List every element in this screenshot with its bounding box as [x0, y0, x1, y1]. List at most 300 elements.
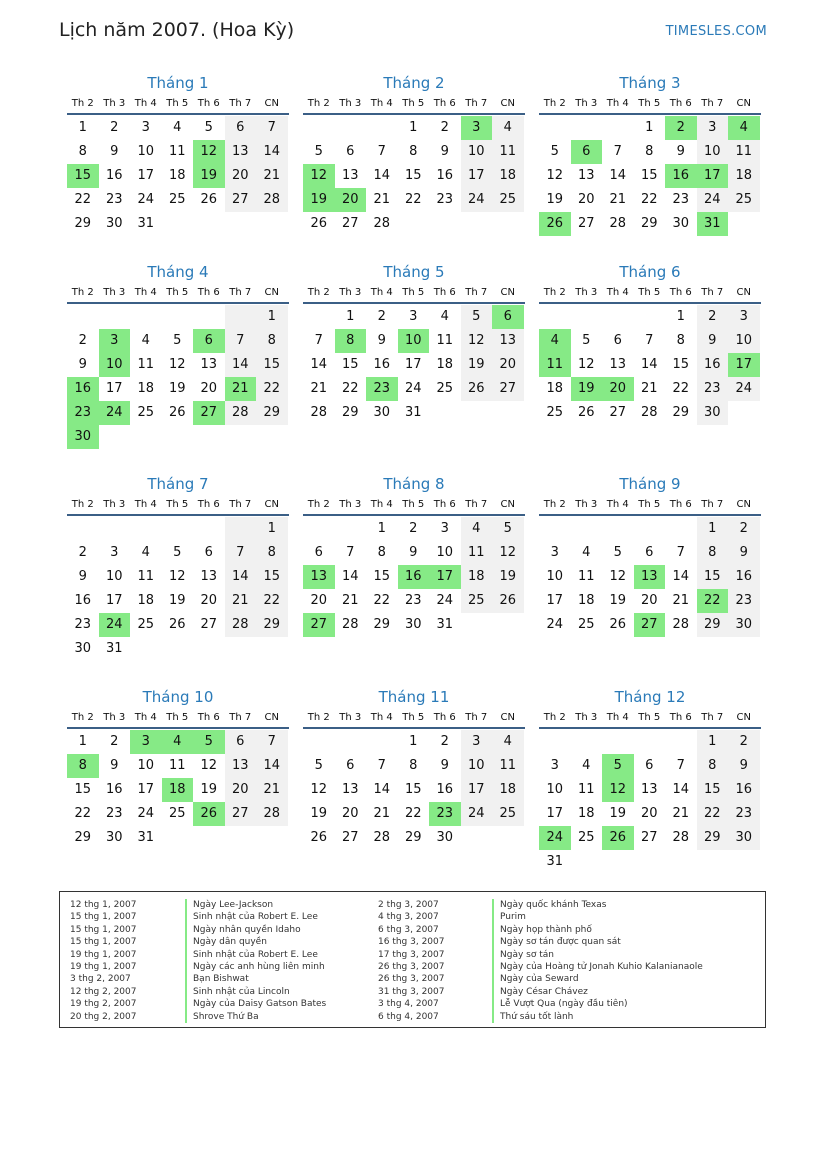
day-cell[interactable]: 11	[436, 333, 454, 348]
day-cell[interactable]: 18	[137, 381, 155, 396]
day-cell[interactable]: 29	[697, 613, 729, 637]
holiday-day-cell[interactable]: 21	[225, 377, 257, 401]
day-cell[interactable]: 1	[697, 730, 729, 754]
holiday-day-cell[interactable]: 12	[303, 164, 335, 188]
day-cell[interactable]: 14	[373, 168, 391, 183]
day-cell[interactable]: 31	[137, 830, 155, 845]
day-cell[interactable]: 26	[461, 377, 493, 401]
day-cell[interactable]: 28	[225, 401, 257, 425]
day-cell[interactable]: 22	[341, 381, 359, 396]
day-cell[interactable]: 1	[256, 517, 288, 541]
day-cell[interactable]: 6	[346, 144, 355, 159]
day-cell[interactable]: 7	[346, 545, 355, 560]
day-cell[interactable]: 22	[672, 381, 690, 396]
day-cell[interactable]: 7	[676, 545, 685, 560]
day-cell[interactable]: 22	[373, 593, 391, 608]
day-cell[interactable]: 17	[105, 381, 123, 396]
day-cell[interactable]: 21	[672, 806, 690, 821]
day-cell[interactable]: 11	[492, 140, 524, 164]
holiday-day-cell[interactable]: 11	[539, 353, 571, 377]
day-cell[interactable]: 10	[546, 782, 564, 797]
day-cell[interactable]: 16	[728, 565, 760, 589]
day-cell[interactable]: 13	[200, 357, 218, 372]
day-cell[interactable]: 20	[640, 593, 658, 608]
day-cell[interactable]: 31	[546, 854, 564, 869]
day-cell[interactable]: 5	[314, 758, 323, 773]
day-cell[interactable]: 3	[440, 521, 449, 536]
day-cell[interactable]: 21	[256, 778, 288, 802]
day-cell[interactable]: 26	[200, 192, 218, 207]
day-cell[interactable]: 24	[728, 377, 760, 401]
day-cell[interactable]: 28	[373, 216, 391, 231]
day-cell[interactable]: 6	[225, 730, 257, 754]
day-cell[interactable]: 26	[609, 617, 627, 632]
day-cell[interactable]: 11	[728, 140, 760, 164]
day-cell[interactable]: 25	[546, 405, 564, 420]
day-cell[interactable]: 21	[256, 164, 288, 188]
day-cell[interactable]: 14	[609, 168, 627, 183]
day-cell[interactable]: 9	[78, 357, 87, 372]
day-cell[interactable]: 27	[225, 188, 257, 212]
day-cell[interactable]: 27	[640, 830, 658, 845]
day-cell[interactable]: 8	[697, 754, 729, 778]
day-cell[interactable]: 18	[168, 168, 186, 183]
day-cell[interactable]: 21	[672, 593, 690, 608]
day-cell[interactable]: 29	[256, 401, 288, 425]
day-cell[interactable]: 16	[105, 782, 123, 797]
day-cell[interactable]: 14	[225, 353, 257, 377]
holiday-day-cell[interactable]: 17	[728, 353, 760, 377]
day-cell[interactable]: 7	[377, 144, 386, 159]
day-cell[interactable]: 12	[461, 329, 493, 353]
day-cell[interactable]: 23	[404, 593, 422, 608]
day-cell[interactable]: 9	[728, 754, 760, 778]
day-cell[interactable]: 13	[492, 329, 524, 353]
day-cell[interactable]: 2	[409, 521, 418, 536]
holiday-day-cell[interactable]: 6	[492, 305, 524, 329]
day-cell[interactable]: 29	[640, 216, 658, 231]
day-cell[interactable]: 4	[141, 545, 150, 560]
day-cell[interactable]: 3	[550, 545, 559, 560]
day-cell[interactable]: 5	[461, 305, 493, 329]
day-cell[interactable]: 26	[577, 405, 595, 420]
day-cell[interactable]: 31	[436, 617, 454, 632]
day-cell[interactable]: 30	[404, 617, 422, 632]
day-cell[interactable]: 14	[341, 569, 359, 584]
day-cell[interactable]: 6	[204, 545, 213, 560]
day-cell[interactable]: 18	[546, 381, 564, 396]
day-cell[interactable]: 29	[74, 830, 92, 845]
day-cell[interactable]: 14	[672, 782, 690, 797]
day-cell[interactable]: 26	[492, 589, 524, 613]
day-cell[interactable]: 20	[640, 806, 658, 821]
day-cell[interactable]: 21	[609, 192, 627, 207]
holiday-day-cell[interactable]: 6	[193, 329, 225, 353]
day-cell[interactable]: 12	[492, 541, 524, 565]
day-cell[interactable]: 1	[697, 517, 729, 541]
day-cell[interactable]: 8	[697, 541, 729, 565]
day-cell[interactable]: 9	[728, 541, 760, 565]
day-cell[interactable]: 20	[492, 353, 524, 377]
day-cell[interactable]: 23	[697, 377, 729, 401]
holiday-day-cell[interactable]: 31	[697, 212, 729, 236]
day-cell[interactable]: 14	[373, 782, 391, 797]
day-cell[interactable]: 20	[225, 164, 257, 188]
day-cell[interactable]: 9	[440, 144, 449, 159]
day-cell[interactable]: 4	[461, 517, 493, 541]
day-cell[interactable]: 17	[137, 782, 155, 797]
day-cell[interactable]: 28	[225, 613, 257, 637]
day-cell[interactable]: 24	[546, 617, 564, 632]
day-cell[interactable]: 11	[577, 782, 595, 797]
day-cell[interactable]: 15	[697, 778, 729, 802]
day-cell[interactable]: 3	[728, 305, 760, 329]
day-cell[interactable]: 11	[137, 357, 155, 372]
day-cell[interactable]: 25	[577, 617, 595, 632]
day-cell[interactable]: 24	[404, 381, 422, 396]
day-cell[interactable]: 27	[341, 216, 359, 231]
day-cell[interactable]: 21	[373, 192, 391, 207]
day-cell[interactable]: 17	[105, 593, 123, 608]
holiday-day-cell[interactable]: 19	[571, 377, 603, 401]
holiday-day-cell[interactable]: 24	[99, 401, 131, 425]
day-cell[interactable]: 12	[546, 168, 564, 183]
day-cell[interactable]: 17	[461, 164, 493, 188]
day-cell[interactable]: 15	[697, 565, 729, 589]
day-cell[interactable]: 25	[492, 802, 524, 826]
day-cell[interactable]: 4	[582, 545, 591, 560]
day-cell[interactable]: 23	[436, 192, 454, 207]
day-cell[interactable]: 23	[728, 589, 760, 613]
day-cell[interactable]: 18	[436, 357, 454, 372]
day-cell[interactable]: 2	[110, 120, 119, 135]
day-cell[interactable]: 30	[728, 826, 760, 850]
day-cell[interactable]: 28	[672, 617, 690, 632]
day-cell[interactable]: 14	[225, 565, 257, 589]
day-cell[interactable]: 15	[256, 565, 288, 589]
day-cell[interactable]: 25	[577, 830, 595, 845]
day-cell[interactable]: 16	[697, 353, 729, 377]
day-cell[interactable]: 5	[613, 545, 622, 560]
day-cell[interactable]: 25	[168, 806, 186, 821]
day-cell[interactable]: 17	[546, 593, 564, 608]
day-cell[interactable]: 15	[373, 569, 391, 584]
day-cell[interactable]: 28	[609, 216, 627, 231]
day-cell[interactable]: 27	[492, 377, 524, 401]
day-cell[interactable]: 9	[409, 545, 418, 560]
holiday-day-cell[interactable]: 3	[461, 116, 493, 140]
holiday-day-cell[interactable]: 20	[335, 188, 367, 212]
holiday-day-cell[interactable]: 20	[602, 377, 634, 401]
day-cell[interactable]: 14	[310, 357, 328, 372]
site-logo-text[interactable]: TIMESLES.COM	[665, 24, 767, 39]
day-cell[interactable]: 29	[373, 617, 391, 632]
day-cell[interactable]: 13	[225, 754, 257, 778]
day-cell[interactable]: 12	[168, 569, 186, 584]
day-cell[interactable]: 27	[225, 802, 257, 826]
day-cell[interactable]: 3	[550, 758, 559, 773]
holiday-day-cell[interactable]: 19	[193, 164, 225, 188]
holiday-day-cell[interactable]: 30	[67, 425, 99, 449]
day-cell[interactable]: 29	[697, 826, 729, 850]
day-cell[interactable]: 12	[577, 357, 595, 372]
day-cell[interactable]: 16	[728, 778, 760, 802]
day-cell[interactable]: 28	[373, 830, 391, 845]
day-cell[interactable]: 2	[697, 305, 729, 329]
day-cell[interactable]: 29	[341, 405, 359, 420]
day-cell[interactable]: 10	[697, 140, 729, 164]
day-cell[interactable]: 7	[676, 758, 685, 773]
day-cell[interactable]: 16	[105, 168, 123, 183]
day-cell[interactable]: 10	[436, 545, 454, 560]
day-cell[interactable]: 6	[346, 758, 355, 773]
day-cell[interactable]: 11	[137, 569, 155, 584]
day-cell[interactable]: 31	[105, 641, 123, 656]
holiday-day-cell[interactable]: 16	[67, 377, 99, 401]
day-cell[interactable]: 20	[310, 593, 328, 608]
holiday-day-cell[interactable]: 27	[303, 613, 335, 637]
day-cell[interactable]: 4	[492, 730, 524, 754]
day-cell[interactable]: 19	[609, 593, 627, 608]
day-cell[interactable]: 8	[409, 144, 418, 159]
day-cell[interactable]: 10	[137, 758, 155, 773]
holiday-day-cell[interactable]: 13	[634, 565, 666, 589]
day-cell[interactable]: 17	[404, 357, 422, 372]
day-cell[interactable]: 1	[676, 309, 685, 324]
day-cell[interactable]: 7	[645, 333, 654, 348]
day-cell[interactable]: 3	[461, 730, 493, 754]
day-cell[interactable]: 25	[137, 617, 155, 632]
day-cell[interactable]: 14	[256, 754, 288, 778]
holiday-day-cell[interactable]: 24	[539, 826, 571, 850]
day-cell[interactable]: 22	[74, 806, 92, 821]
day-cell[interactable]: 1	[78, 120, 87, 135]
day-cell[interactable]: 2	[110, 734, 119, 749]
day-cell[interactable]: 2	[728, 517, 760, 541]
day-cell[interactable]: 16	[373, 357, 391, 372]
day-cell[interactable]: 8	[256, 329, 288, 353]
day-cell[interactable]: 22	[74, 192, 92, 207]
day-cell[interactable]: 30	[373, 405, 391, 420]
holiday-day-cell[interactable]: 12	[193, 140, 225, 164]
day-cell[interactable]: 28	[256, 802, 288, 826]
day-cell[interactable]: 22	[404, 806, 422, 821]
day-cell[interactable]: 22	[256, 377, 288, 401]
day-cell[interactable]: 28	[672, 830, 690, 845]
day-cell[interactable]: 4	[582, 758, 591, 773]
day-cell[interactable]: 21	[341, 593, 359, 608]
day-cell[interactable]: 11	[461, 541, 493, 565]
day-cell[interactable]: 15	[404, 168, 422, 183]
day-cell[interactable]: 25	[168, 192, 186, 207]
day-cell[interactable]: 3	[697, 116, 729, 140]
day-cell[interactable]: 1	[256, 305, 288, 329]
day-cell[interactable]: 30	[74, 641, 92, 656]
holiday-day-cell[interactable]: 26	[539, 212, 571, 236]
day-cell[interactable]: 15	[672, 357, 690, 372]
day-cell[interactable]: 12	[200, 758, 218, 773]
day-cell[interactable]: 6	[314, 545, 323, 560]
day-cell[interactable]: 24	[697, 188, 729, 212]
holiday-day-cell[interactable]: 27	[193, 401, 225, 425]
day-cell[interactable]: 1	[409, 120, 418, 135]
day-cell[interactable]: 23	[672, 192, 690, 207]
day-cell[interactable]: 16	[74, 593, 92, 608]
holiday-day-cell[interactable]: 6	[571, 140, 603, 164]
holiday-day-cell[interactable]: 3	[130, 730, 162, 754]
day-cell[interactable]: 5	[582, 333, 591, 348]
day-cell[interactable]: 25	[137, 405, 155, 420]
day-cell[interactable]: 9	[377, 333, 386, 348]
holiday-day-cell[interactable]: 26	[602, 826, 634, 850]
day-cell[interactable]: 13	[341, 168, 359, 183]
day-cell[interactable]: 11	[168, 144, 186, 159]
holiday-day-cell[interactable]: 12	[602, 778, 634, 802]
day-cell[interactable]: 7	[256, 116, 288, 140]
holiday-day-cell[interactable]: 23	[429, 802, 461, 826]
day-cell[interactable]: 7	[613, 144, 622, 159]
day-cell[interactable]: 27	[200, 617, 218, 632]
day-cell[interactable]: 5	[550, 144, 559, 159]
holiday-day-cell[interactable]: 23	[366, 377, 398, 401]
day-cell[interactable]: 22	[404, 192, 422, 207]
day-cell[interactable]: 1	[346, 309, 355, 324]
day-cell[interactable]: 25	[436, 381, 454, 396]
day-cell[interactable]: 26	[310, 830, 328, 845]
day-cell[interactable]: 17	[461, 778, 493, 802]
day-cell[interactable]: 7	[314, 333, 323, 348]
day-cell[interactable]: 15	[74, 782, 92, 797]
day-cell[interactable]: 5	[314, 144, 323, 159]
day-cell[interactable]: 25	[728, 188, 760, 212]
day-cell[interactable]: 10	[105, 569, 123, 584]
day-cell[interactable]: 28	[640, 405, 658, 420]
day-cell[interactable]: 12	[168, 357, 186, 372]
day-cell[interactable]: 19	[546, 192, 564, 207]
day-cell[interactable]: 10	[461, 754, 493, 778]
day-cell[interactable]: 11	[492, 754, 524, 778]
day-cell[interactable]: 19	[168, 593, 186, 608]
day-cell[interactable]: 19	[609, 806, 627, 821]
holiday-day-cell[interactable]: 8	[67, 754, 99, 778]
day-cell[interactable]: 20	[577, 192, 595, 207]
day-cell[interactable]: 24	[461, 188, 493, 212]
day-cell[interactable]: 23	[728, 802, 760, 826]
day-cell[interactable]: 18	[577, 593, 595, 608]
day-cell[interactable]: 8	[256, 541, 288, 565]
day-cell[interactable]: 21	[310, 381, 328, 396]
day-cell[interactable]: 9	[697, 329, 729, 353]
day-cell[interactable]: 4	[141, 333, 150, 348]
day-cell[interactable]: 19	[492, 565, 524, 589]
day-cell[interactable]: 11	[577, 569, 595, 584]
day-cell[interactable]: 21	[225, 589, 257, 613]
day-cell[interactable]: 1	[377, 521, 386, 536]
day-cell[interactable]: 11	[168, 758, 186, 773]
day-cell[interactable]: 9	[440, 758, 449, 773]
day-cell[interactable]: 1	[78, 734, 87, 749]
holiday-day-cell[interactable]: 5	[193, 730, 225, 754]
day-cell[interactable]: 30	[728, 613, 760, 637]
day-cell[interactable]: 27	[341, 830, 359, 845]
day-cell[interactable]: 15	[640, 168, 658, 183]
day-cell[interactable]: 19	[200, 782, 218, 797]
day-cell[interactable]: 23	[105, 192, 123, 207]
day-cell[interactable]: 24	[461, 802, 493, 826]
holiday-day-cell[interactable]: 5	[602, 754, 634, 778]
day-cell[interactable]: 12	[310, 782, 328, 797]
day-cell[interactable]: 24	[436, 593, 454, 608]
holiday-day-cell[interactable]: 23	[67, 401, 99, 425]
day-cell[interactable]: 23	[105, 806, 123, 821]
day-cell[interactable]: 26	[168, 617, 186, 632]
day-cell[interactable]: 26	[310, 216, 328, 231]
day-cell[interactable]: 30	[105, 216, 123, 231]
day-cell[interactable]: 14	[672, 569, 690, 584]
day-cell[interactable]: 5	[492, 517, 524, 541]
holiday-day-cell[interactable]: 19	[303, 188, 335, 212]
day-cell[interactable]: 18	[577, 806, 595, 821]
day-cell[interactable]: 18	[492, 164, 524, 188]
day-cell[interactable]: 20	[200, 593, 218, 608]
day-cell[interactable]: 15	[256, 353, 288, 377]
day-cell[interactable]: 10	[728, 329, 760, 353]
day-cell[interactable]: 5	[173, 545, 182, 560]
day-cell[interactable]: 7	[377, 758, 386, 773]
day-cell[interactable]: 2	[728, 730, 760, 754]
day-cell[interactable]: 16	[436, 168, 454, 183]
day-cell[interactable]: 9	[78, 569, 87, 584]
day-cell[interactable]: 4	[173, 120, 182, 135]
day-cell[interactable]: 30	[436, 830, 454, 845]
day-cell[interactable]: 16	[436, 782, 454, 797]
day-cell[interactable]: 2	[78, 545, 87, 560]
holiday-day-cell[interactable]: 16	[398, 565, 430, 589]
day-cell[interactable]: 9	[110, 144, 119, 159]
day-cell[interactable]: 6	[225, 116, 257, 140]
day-cell[interactable]: 13	[225, 140, 257, 164]
day-cell[interactable]: 29	[74, 216, 92, 231]
holiday-day-cell[interactable]: 2	[665, 116, 697, 140]
day-cell[interactable]: 27	[609, 405, 627, 420]
day-cell[interactable]: 6	[645, 545, 654, 560]
day-cell[interactable]: 9	[110, 758, 119, 773]
day-cell[interactable]: 4	[440, 309, 449, 324]
day-cell[interactable]: 23	[74, 617, 92, 632]
day-cell[interactable]: 4	[492, 116, 524, 140]
day-cell[interactable]: 13	[341, 782, 359, 797]
day-cell[interactable]: 10	[546, 569, 564, 584]
holiday-day-cell[interactable]: 27	[634, 613, 666, 637]
day-cell[interactable]: 30	[105, 830, 123, 845]
day-cell[interactable]: 6	[645, 758, 654, 773]
day-cell[interactable]: 17	[546, 806, 564, 821]
day-cell[interactable]: 7	[256, 730, 288, 754]
day-cell[interactable]: 2	[377, 309, 386, 324]
day-cell[interactable]: 10	[137, 144, 155, 159]
holiday-day-cell[interactable]: 4	[539, 329, 571, 353]
holiday-day-cell[interactable]: 4	[162, 730, 194, 754]
holiday-day-cell[interactable]: 15	[67, 164, 99, 188]
holiday-day-cell[interactable]: 10	[398, 329, 430, 353]
day-cell[interactable]: 6	[613, 333, 622, 348]
holiday-day-cell[interactable]: 17	[697, 164, 729, 188]
day-cell[interactable]: 20	[341, 806, 359, 821]
day-cell[interactable]: 20	[200, 381, 218, 396]
day-cell[interactable]: 14	[256, 140, 288, 164]
day-cell[interactable]: 20	[225, 778, 257, 802]
day-cell[interactable]: 13	[200, 569, 218, 584]
